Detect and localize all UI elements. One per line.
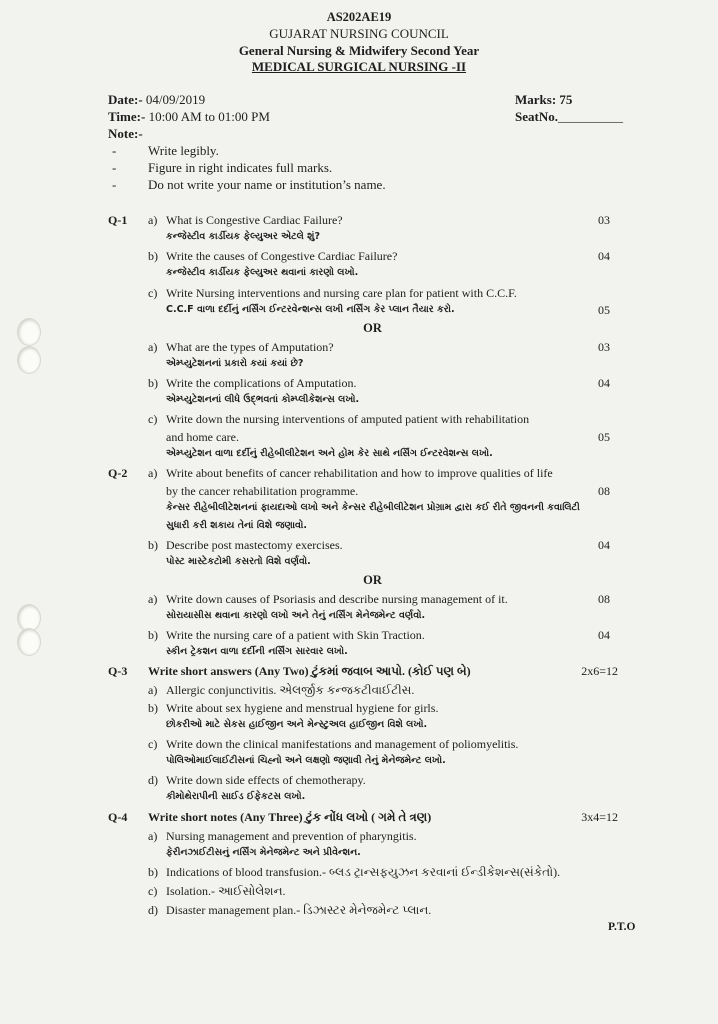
question-marks: 05 xyxy=(598,303,610,317)
seat-blank: __________ xyxy=(557,109,623,124)
paper-code: AS202AE19 xyxy=(326,10,392,24)
question-text: Isolation.- આઈસોલેશન. xyxy=(166,884,286,898)
page-turn-note: P.T.O xyxy=(608,921,636,933)
question-text: Disaster management plan.- ડિઝાસ્ટર મેનેજમેન્ટ પ્લાન. xyxy=(166,903,432,917)
question-text: Write Nursing interventions and nursing care plan for patient with C.C.F. xyxy=(166,286,517,300)
note-label: Note:- xyxy=(108,126,143,141)
question-marks: 04 xyxy=(598,538,610,552)
question-text: Write the causes of Congestive Cardiac Failure? xyxy=(166,249,398,263)
time-label: Time:- xyxy=(108,109,146,124)
question-marks: 03 xyxy=(598,340,610,354)
question-text: Write down the clinical manifestations and management of poliomyelitis. xyxy=(166,737,519,751)
council-name: GUJARAT NURSING COUNCIL xyxy=(269,26,449,41)
sub-label: d) xyxy=(148,903,158,917)
sub-label: b) xyxy=(148,701,158,715)
question-text: Indications of blood transfusion.- બ્લડ ટ્રાન્સફયુઝન કરવાનાં ઈન્ડીકેશન્સ(સંકેતો). xyxy=(166,865,561,879)
question-text-gujarati: સ્કીન ટ્રેકશન વાળા દર્દીની નર્સિંગ સારવાર લખો. xyxy=(166,646,348,657)
sub-label: a) xyxy=(148,829,158,843)
marks-label: Marks: xyxy=(515,92,557,107)
question-text: Nursing management and prevention of pharyngitis. xyxy=(166,829,417,843)
question-marks: 03 xyxy=(598,213,610,227)
sub-label: a) xyxy=(148,340,158,354)
question-text: What is Congestive Cardiac Failure? xyxy=(166,213,343,227)
question-text: Write down the nursing interventions of amputed patient with rehabilitation xyxy=(166,412,530,426)
sub-label: a) xyxy=(148,466,158,480)
sub-label: a) xyxy=(148,213,158,227)
date-label: Date:- xyxy=(108,92,143,107)
question-title: Write short answers (Any Two) ટુંકમાં જવાબ આપો. (કોઈ પણ બે) xyxy=(148,664,471,678)
question-number: Q-4 xyxy=(108,810,128,824)
note-row xyxy=(108,126,143,142)
sub-label: b) xyxy=(148,865,158,879)
or-separator: OR xyxy=(363,573,382,587)
punch-hole xyxy=(17,346,41,374)
question-text: Write about benefits of cancer rehabilitation and how to improve qualities of life xyxy=(166,466,553,480)
sub-label: a) xyxy=(148,592,158,606)
question-text: What are the types of Amputation? xyxy=(166,340,334,354)
subject-title: MEDICAL SURGICAL NURSING -II xyxy=(251,59,467,74)
question-number: Q-2 xyxy=(108,466,128,480)
question-text: and home care. xyxy=(166,430,239,444)
sub-label: a) xyxy=(148,683,158,697)
question-marks: 05 xyxy=(598,430,610,444)
date-value: 04/09/2019 xyxy=(145,92,206,107)
sub-label: b) xyxy=(148,628,158,642)
question-marks: 08 xyxy=(598,592,610,606)
question-number: Q-1 xyxy=(108,213,128,227)
question-text-gujarati: કન્જેસ્ટીવ કાર્ડીયક ફેલ્યુઅર એટલે શું? xyxy=(166,231,321,242)
question-marks: 2x6=12 xyxy=(581,664,618,678)
seat-row xyxy=(515,109,623,125)
question-marks: 3x4=12 xyxy=(581,810,618,824)
question-text-gujarati: કેન્સર રીહેબીલીટેશનનાં ફાયદાઓ લખો અને કેન્સર રીહેબીલીટેશન પ્રોગ્રામ દ્વારા કઈ રીતે જીવનની કવાલિટી xyxy=(166,502,580,513)
question-text: Write the nursing care of a patient with Skin Traction. xyxy=(166,628,425,642)
question-text: Allergic conjunctivitis. એલર્જીક કન્જકટીવાઈટીસ. xyxy=(166,683,415,697)
question-text: Write about sex hygiene and menstrual hygiene for girls. xyxy=(166,701,439,715)
or-separator: OR xyxy=(363,321,382,335)
date-row xyxy=(108,92,205,108)
question-number: Q-3 xyxy=(108,664,128,678)
sub-label: c) xyxy=(148,737,158,751)
question-text-gujarati: સોરાયાસીસ થવાના કારણો લખો અને તેનું નર્સિંગ મેનેજમેન્ટ વર્ણવો. xyxy=(166,610,426,621)
question-marks: 04 xyxy=(598,628,610,642)
question-marks: 04 xyxy=(598,376,610,390)
question-marks: 08 xyxy=(598,484,610,498)
sub-label: c) xyxy=(148,884,158,898)
question-text-gujarati: C.C.F વાળા દર્દીનું નર્સિંગ ઈન્ટરવેન્શન્સ લખી નર્સિંગ કેર પ્લાન તૈયાર કરો. xyxy=(166,304,455,315)
sub-label: b) xyxy=(148,249,158,263)
sub-label: c) xyxy=(148,286,158,300)
question-title: Write short notes (Any Three) ટુંક નોંધ લખો ( ગમે તે ત્રણ) xyxy=(148,810,432,824)
question-text-gujarati: ફેરીનઝાઈટીસનું નર્સિંગ મેનેજમેન્ટ અને પ્રીવેન્શન. xyxy=(166,847,361,858)
question-text: Write down side effects of chemotherapy. xyxy=(166,773,366,787)
course-name: General Nursing & Midwifery Second Year xyxy=(238,43,480,58)
question-text-gujarati: એમ્પ્યુટેશન વાળા દર્દીનું રીહેબીલીટેશન અને હોમ કેર સાથે નર્સિંગ ઈન્ટરવેશન્સ લખો. xyxy=(166,448,493,459)
question-text: by the cancer rehabilitation programme. xyxy=(166,484,359,498)
marks-row xyxy=(515,92,572,108)
time-value: 10:00 AM to 01:00 PM xyxy=(148,109,270,124)
sub-label: b) xyxy=(148,376,158,390)
question-text-gujarati: એમ્પ્યુટેશનનાં પ્રકારો કયાં કયાં છે? xyxy=(166,358,304,369)
question-text-gujarati: પોસ્ટ માસ્ટેકટોમી કસરતો વિશે વર્ણવો. xyxy=(166,556,311,567)
question-text: Describe post mastectomy exercises. xyxy=(166,538,343,552)
question-marks: 04 xyxy=(598,249,610,263)
sub-label: d) xyxy=(148,773,158,787)
seat-label: SeatNo. xyxy=(515,109,558,124)
punch-hole xyxy=(17,628,41,656)
time-row xyxy=(108,109,270,125)
question-text-gujarati: છોકરીઓ માટે સેકસ હાઈજીન અને મેન્સ્ટુઅલ હાઈજીન વિશે લખો. xyxy=(166,719,428,730)
question-text-gujarati: સુધારી કરી શકાય તેનાં વિશે જણાવો. xyxy=(166,520,307,531)
question-text-gujarati: એમ્પ્યુટેશનનાં લીધે ઉદ્‌ભવતાં કોમ્પ્લીકેશન્સ લખો. xyxy=(166,394,360,405)
question-text: Write down causes of Psoriasis and describe nursing management of it. xyxy=(166,592,508,606)
question-text: Write the complications of Amputation. xyxy=(166,376,357,390)
question-text-gujarati: કીમોથેરાપીની સાઈડ ઈફેકટસ લખો. xyxy=(166,791,306,802)
sub-label: c) xyxy=(148,412,158,426)
question-text-gujarati: કન્જેસ્ટીવ કાર્ડીયક ફેલ્યુઅર થવાનાં કારણો લખો. xyxy=(166,267,359,278)
exam-paper: AS202AE19 GUJARAT NURSING COUNCIL General Nursing & Midwifery Second Year MEDICAL SURGICAL NURSING -II Date:- 04/09/2019 Time:- 10:00 AM to 01:00 PM Note:- Marks: 75 SeatNo.__________ - Write legibly. - Figure in right indicates full marks. - Do not write your name or institution’s name. Q-1 a) What is Congestive Cardiac Failure? કન્જેસ્ટીવ કાર્ડીયક ફેલ્યુઅર એટલે શું? 03 b) Write the causes of Congestive Cardiac Failure? કન્જેસ્ટીવ કાર્ડીયક ફેલ્યુઅર થવાનાં કારણો લખો. 04 c) Write Nursing interventions and nursing care plan for patient with C.C.F. C.C.F વાળા દર્દીનું નર્સિંગ ઈન્ટરવેન્શન્સ લખી નર્સિંગ કેર પ્લાન તૈયાર કરો. 05 OR a) What are the types of Amputation? એમ્પ્યુટેશનનાં પ્રકારો કયાં કયાં છે? 03 b) Write the complications of Amputation. એમ્પ્યુટેશનનાં લીધે ઉદ્‌ભવતાં કોમ્પ્લીકેશન્સ લખો. 04 c) Write down the nursing interventions of amputed patient with rehabilitation and home care. એમ્પ્યુટેશન વાળા દર્દીનું રીહેબીલીટેશન અને હોમ કેર સાથે નર્સિંગ ઈન્ટરવેશન્સ લખો. 05 Q-2 a) Write about benefits of cancer rehabilitation and how to improve qualities of life by the cancer rehabilitation programme. કેન્સર રીહેબીલીટેશનનાં ફાયદાઓ લખો અને કેન્સર રીહેબીલીટેશન પ્રોગ્રામ દ્વારા કઈ રીતે જીવનની કવાલિટી સુધારી કરી શકાય તેનાં વિશે જણાવો. 08 b) Describe post mastectomy exercises. પોસ્ટ માસ્ટેકટોમી કસરતો વિશે વર્ણવો. 04 OR a) Write down causes of Psoriasis and describe nursing management of it. સોરાયાસીસ થવાના કારણો લખો અને તેનું નર્સિંગ મેનેજમેન્ટ વર્ણવો. 08 b) Write the nursing care of a patient with Skin Traction. સ્કીન ટ્રેકશન વાળા દર્દીની નર્સિંગ સારવાર લખો. 04 Q-3 Write short answers (Any Two) ટુંકમાં જવાબ આપો. (કોઈ પણ બે) 2x6=12 a) Allergic conjunctivitis. એલર્જીક કન્જકટીવાઈટીસ. b) Write about sex hygiene and menstrual hygiene for girls. છોકરીઓ માટે સેકસ હાઈજીન અને મેન્સ્ટુઅલ હાઈજીન વિશે લખો. c) Write down the clinical manifestations and management of poliomyelitis. પોલિઓમાઈલાઈટીસનાં ચિહ્નો અને લક્ષણો જણાવી તેનું મેનેજમેન્ટ લખો. d) Write down side effects of chemotherapy. કીમોથેરાપીની સાઈડ ઈફેકટસ લખો. Q-4 Write short notes (Any Three) ટુંક નોંધ લખો ( ગમે તે ત્રણ) 3x4=12 a) Nursing management and prevention of pharyngitis. ફેરીનઝાઈટીસનું નર્સિંગ મેનેજમેન્ટ અને પ્રીવેન્શન. b) Indications of blood transfusion.- બ્લડ ટ્રાન્સફયુઝન કરવાનાં ઈન્ડીકેશન્સ(સંકેતો). c) Isolation.- આઈસોલેશન. d) Disaster management plan.- ડિઝાસ્ટર મેનેજમેન્ટ પ્લાન. P.T.O xyxy=(0,0,718,1024)
sub-label: b) xyxy=(148,538,158,552)
question-text-gujarati: પોલિઓમાઈલાઈટીસનાં ચિહ્નો અને લક્ષણો જણાવી તેનું મેનેજમેન્ટ લખો. xyxy=(166,755,446,766)
marks-value: 75 xyxy=(559,92,573,107)
